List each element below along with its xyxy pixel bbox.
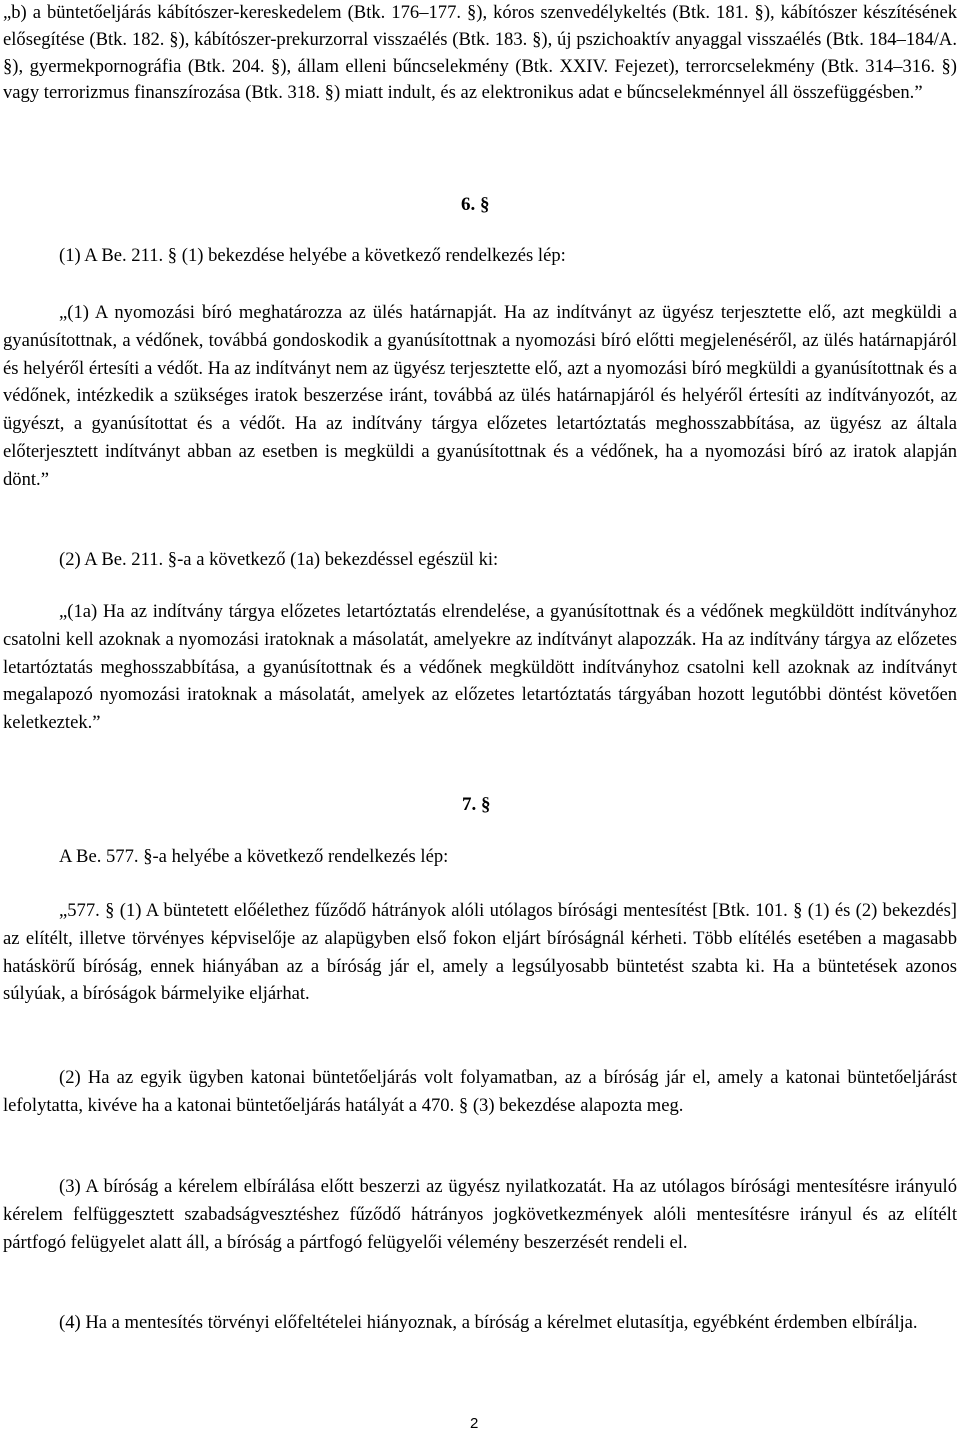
section-6-heading: 6. § bbox=[461, 194, 490, 215]
section-6-paragraph-2-intro: (2) A Be. 211. §-a a következő (1a) bekezdéssel egészül ki: bbox=[59, 549, 499, 570]
section-6-paragraph-2-text: „(1a) Ha az indítvány tárgya előzetes letartóztatás elrendelése, a gyanúsítottnak és a védőnek megküldött indítványhoz csatolni kell azoknak a nyomozási iratoknak a másolatát, amelyekre az indítványt alapozzák. Ha az indítvány tárgya az előzetes letartóztatás meghosszabbítása, a gyanúsítottnak és a védőnek megküldött indítványhoz csatolni kell azoknak az indítványt megalapozó nyomozási iratoknak a másolatát, amelyek az előzetes letartóztatás tárgyában hozott legutóbbi döntést követően keletkeztek.” bbox=[3, 601, 957, 734]
section-6-paragraph-1-intro: (1) A Be. 211. § (1) bekezdése helyébe a következő rendelkezés lép: bbox=[59, 245, 566, 266]
section-7-paragraph-3: (3) A bíróság a kérelem elbírálása előtt beszerzi az ügyész nyilatkozatát. Ha az utólagos bírósági mentesítésre irányuló kérelem felfüggesztett szabadságvesztéshez fűződő hátrányos jogkövetkezmények alóli mentesítésre irányul és az elítélt pártfogó felügyelet alatt áll, a bíróság a pártfogó felügyelői vélemény beszerzését rendeli el. bbox=[3, 1176, 957, 1253]
section-7-heading: 7. § bbox=[462, 794, 491, 815]
section-7-paragraph-4: (4) Ha a mentesítés törvényi előfeltételei hiányoznak, a bíróság a kérelmet elutasítja, egyébként érdemben elbírálja. bbox=[59, 1312, 918, 1333]
page-number: 2 bbox=[470, 1415, 479, 1432]
section-6-paragraph-1-text: „(1) A nyomozási bíró meghatározza az ülés határnapját. Ha az indítványt az ügyész terjesztette elő, azt megküldi a gyanúsítottnak, a védőnek, továbbá gondoskodik a gyanúsítottnak a nyomozási bíró előtti megjelenéséről, az ülés határnapjáról és helyéről értesíti a védőt. Ha az indítványt nem az ügyész terjesztette elő, azt a nyomozási bíró megküldi a gyanúsítottnak és a védőnek, intézkedik a szükséges iratok beszerzése iránt, továbbá az ülés határnapjáról és helyéről értesíti az indítványozót, az ügyészt, a gyanúsítottat és a védőt. Ha az indítvány tárgya előzetes letartóztatás meghosszabbítása, az ügyész az általa előterjesztett indítványt abban az esetben is megküldi a gyanúsítottnak és a védőnek, ha a nyomozási bíró az iratok alapján dönt.” bbox=[3, 302, 957, 490]
section-7-paragraph-1: „577. § (1) A büntetett előélethez fűződő hátrányok alóli utólagos bírósági mentesítést [Btk. 101. § (1) és (2) bekezdés] az elítélt, illetve törvényes képviselője az alapügyben első fokon eljárt bíróságnál kérheti. Több elítélés esetében a magasabb hatáskörű bíróság, ennek hiányában az a bíróság jár el, amely a legsúlyosabb büntetést szabta ki. Ha a büntetések azonos súlyúak, a bíróságok bármelyike eljárhat. bbox=[3, 900, 957, 1005]
section-7-paragraph-2: (2) Ha az egyik ügyben katonai büntetőeljárás volt folyamatban, az a bíróság jár el, amely a katonai büntetőeljárást lefolytatta, kivéve ha a katonai büntetőeljárás hatályát a 470. § (3) bekezdése alapozta meg. bbox=[3, 1067, 957, 1116]
intro-fragment: „b) a büntetőeljárás kábítószer-kereskedelem (Btk. 176–177. §), kóros szenvedélykeltés (Btk. 181. §), kábítószer készítésének elősegítése (Btk. 182. §), kábítószer-prekurzorral visszaélés (Btk. 183. §), új pszichoaktív anyaggal visszaélés (Btk. 184–184/A. §), gyermekpornográfia (Btk. 204. §), állam elleni bűncselekmény (Btk. XXIV. Fejezet), terrorcselekmény (Btk. 314–316. §) vagy terrorizmus finanszírozása (Btk. 318. §) miatt indult, és az elektronikus adat e bűncselekménnyel áll összefüggésben.” bbox=[3, 2, 957, 104]
section-7-intro: A Be. 577. §-a helyébe a következő rendelkezés lép: bbox=[59, 846, 449, 867]
